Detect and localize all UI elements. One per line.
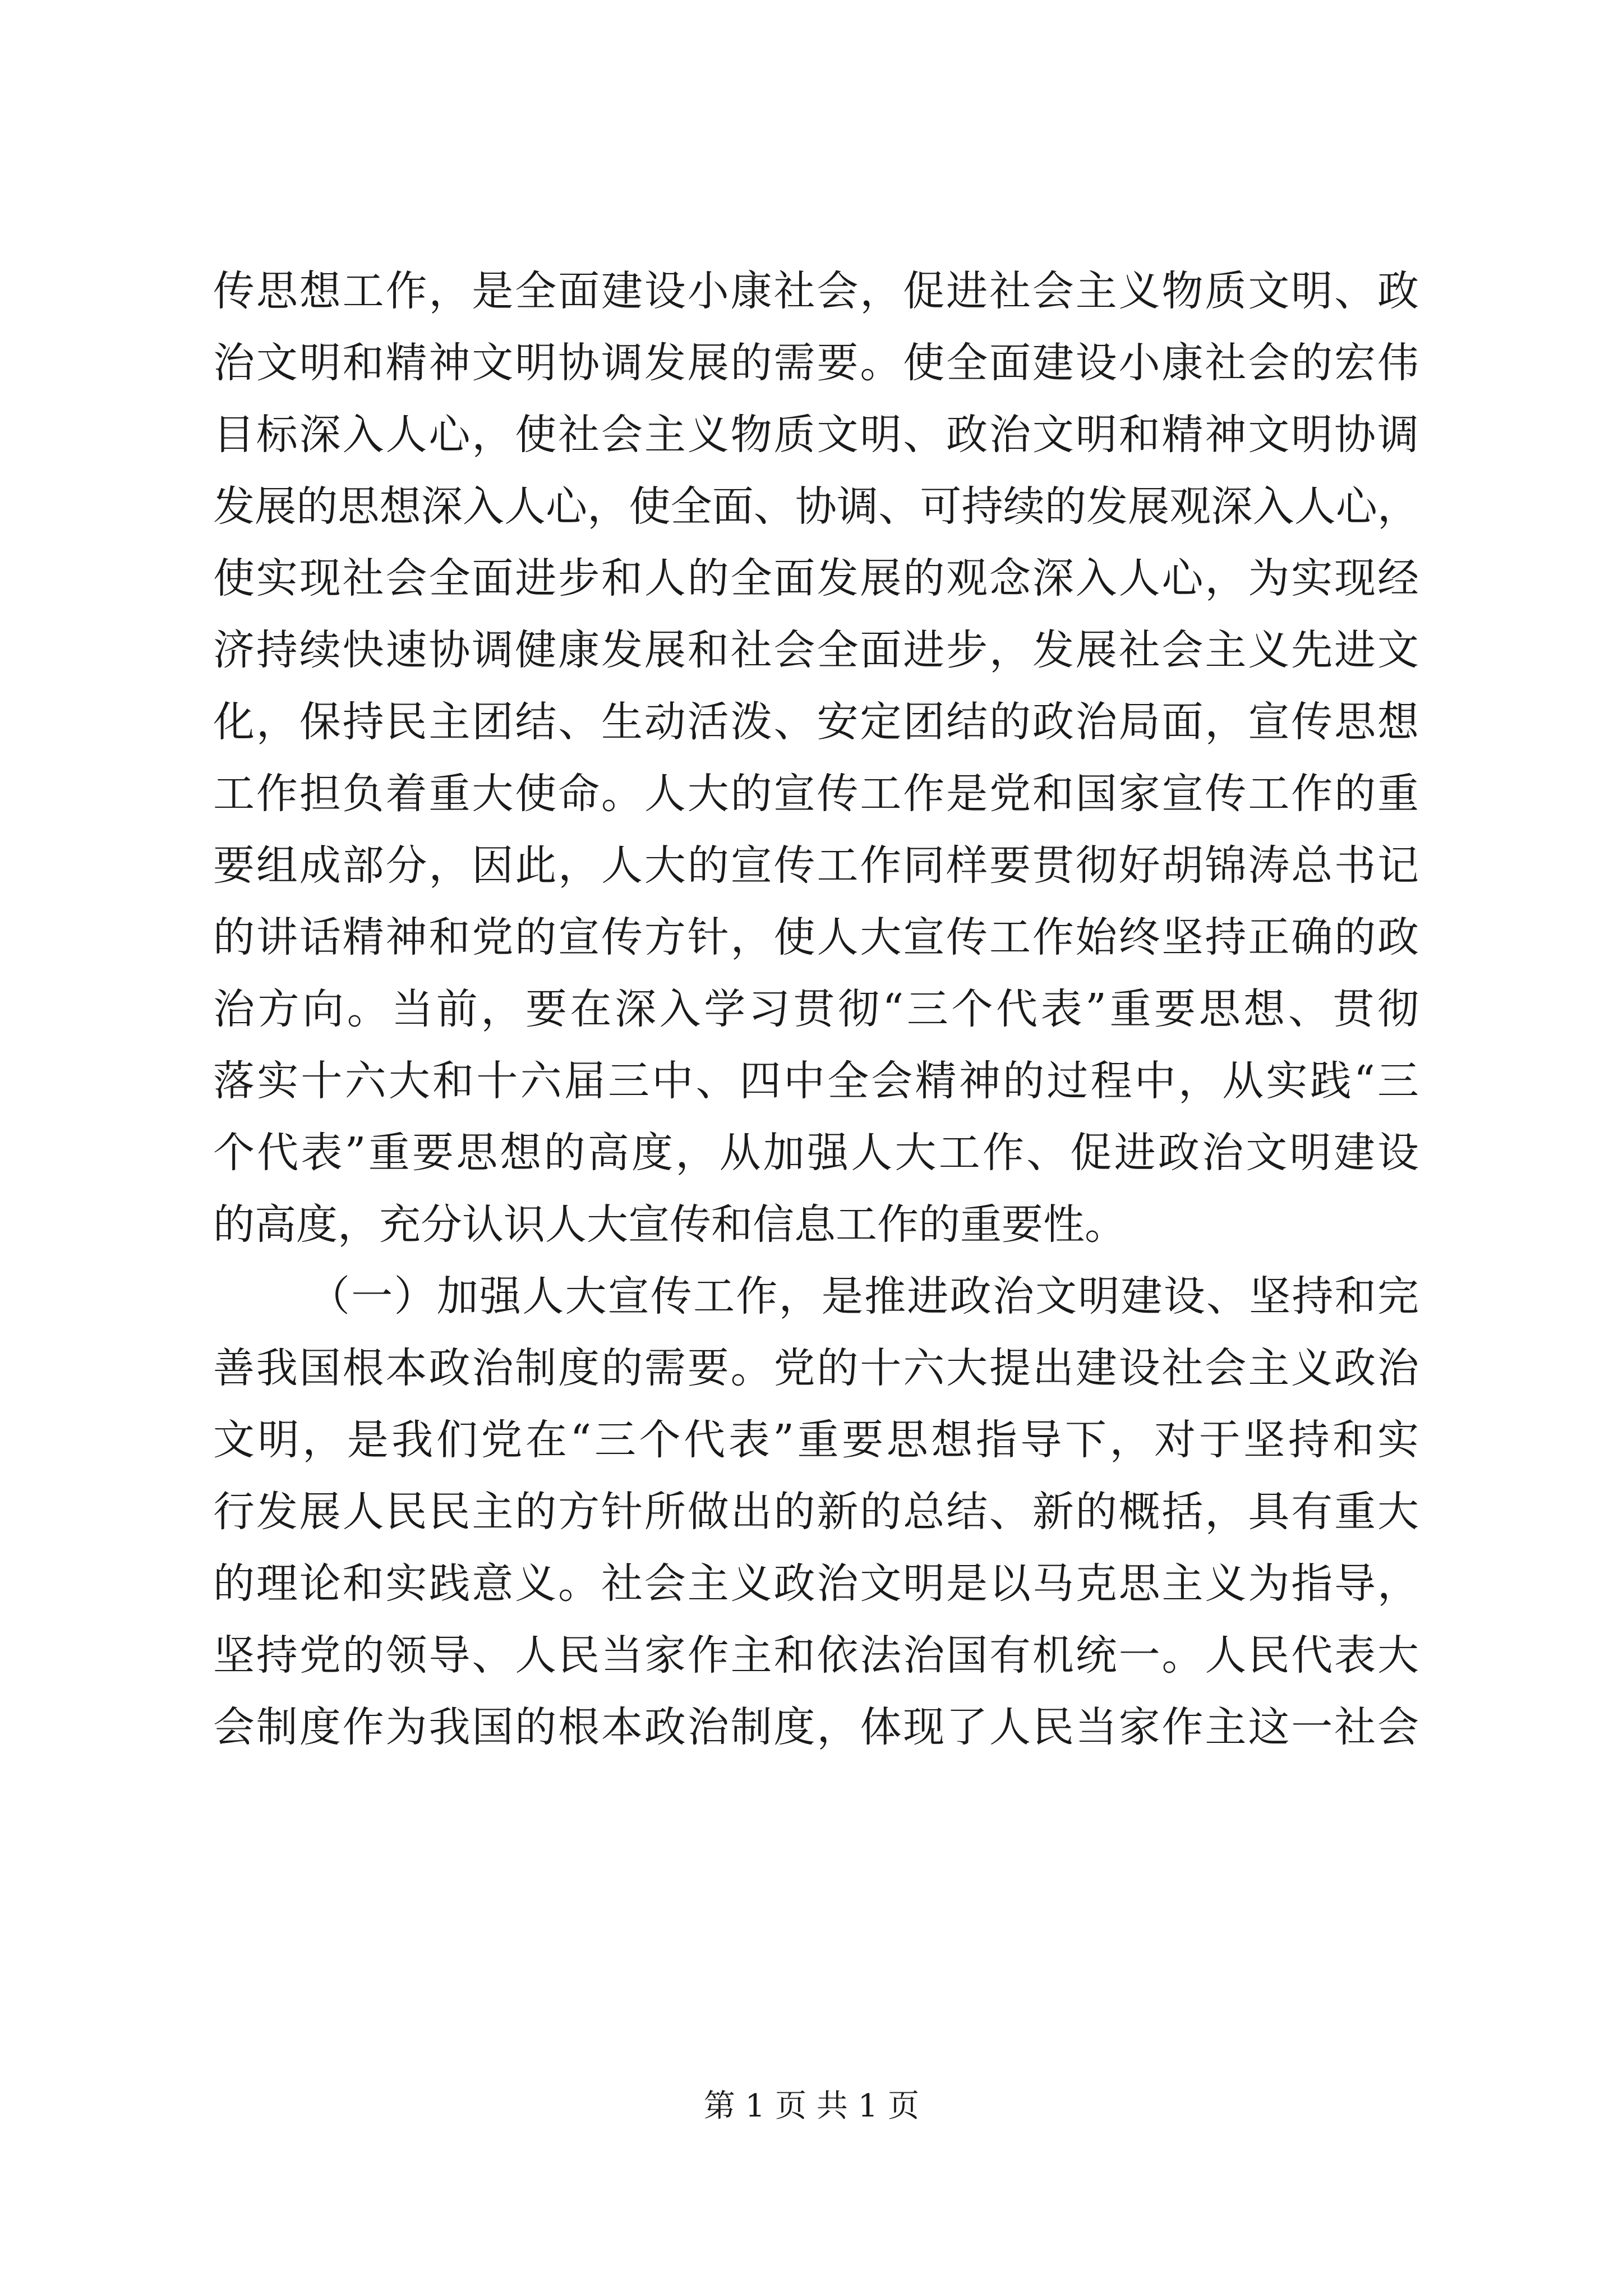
text-line: 的高度，充分认识人大宣传和信息工作的重要性。: [213, 1200, 1126, 1249]
text-line: 的讲话精神和党的宣传方针，使人大宣传工作始终坚持正确的政: [213, 913, 1419, 961]
paragraph-2: [213, 1260, 1419, 1763]
text-line: 会制度作为我国的根本政治制度，体现了人民当家作主这一社会: [213, 1703, 1419, 1751]
paragraph-1: [213, 255, 1419, 1260]
text-line: 发展的思想深入人心，使全面、协调、可持续的发展观深入人心，: [213, 482, 1419, 531]
document-body: [213, 255, 1419, 1763]
text-line: 目标深入人心，使社会主义物质文明、政治文明和精神文明协调: [213, 411, 1419, 459]
text-line: 善我国根本政治制度的需要。党的十六大提出建设社会主义政治: [213, 1344, 1419, 1392]
text-line: 个代表”重要思想的高度，从加强人大工作、促进政治文明建设: [213, 1129, 1419, 1177]
text-line: （一）加强人大宣传工作，是推进政治文明建设、坚持和完: [308, 1272, 1419, 1320]
text-line: 行发展人民民主的方针所做出的新的总结、新的概括，具有重大: [213, 1488, 1419, 1536]
text-line: 传思想工作，是全面建设小康社会，促进社会主义物质文明、政: [213, 267, 1419, 315]
text-line: 坚持党的领导、人民当家作主和依法治国有机统一。人民代表大: [213, 1631, 1419, 1680]
text-line: 治方向。当前，要在深入学习贯彻“三个代表”重要思想、贯彻: [213, 985, 1419, 1033]
text-line: 的理论和实践意义。社会主义政治文明是以马克思主义为指导，: [213, 1559, 1419, 1608]
text-line: 化，保持民主团结、生动活泼、安定团结的政治局面，宣传思想: [213, 698, 1419, 746]
text-line: 济持续快速协调健康发展和社会全面进步，发展社会主义先进文: [213, 626, 1419, 674]
text-line: 文明，是我们党在“三个代表”重要思想指导下，对于坚持和实: [213, 1416, 1419, 1464]
text-line: 落实十六大和十六届三中、四中全会精神的过程中，从实践“三: [213, 1057, 1419, 1105]
text-line: 工作担负着重大使命。人大的宣传工作是党和国家宣传工作的重: [213, 770, 1419, 818]
text-line: 使实现社会全面进步和人的全面发展的观念深入人心，为实现经: [213, 554, 1419, 602]
text-line: 治文明和精神文明协调发展的需要。使全面建设小康社会的宏伟: [213, 339, 1419, 387]
page-number-footer: 第 1 页 共 1 页: [703, 2088, 920, 2124]
text-line: 要组成部分，因此，人大的宣传工作同样要贯彻好胡锦涛总书记: [213, 841, 1419, 890]
